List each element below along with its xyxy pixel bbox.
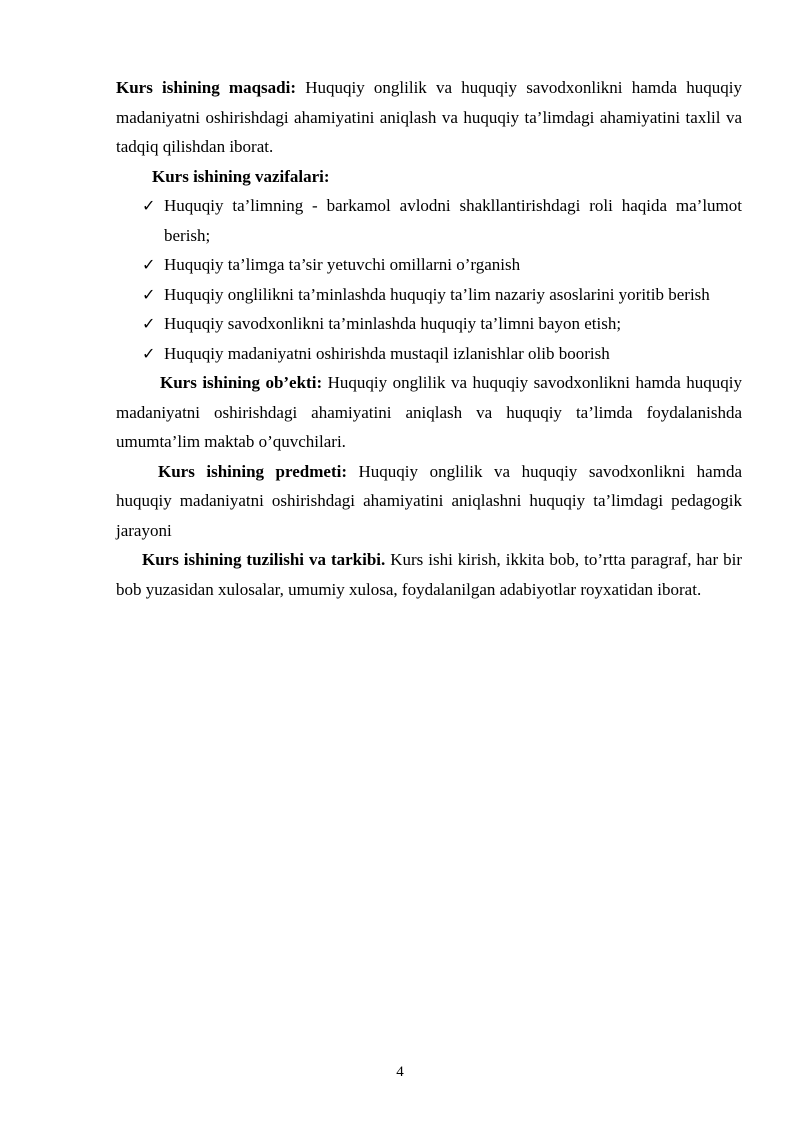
tuzilish-label: Kurs ishining tuzilishi va tarkibi. [142, 550, 386, 569]
tuzilish-text: Kurs ishi kirish, ikkita bob, to’rtta paragraf, har bir bob yuzasidan xulosalar, umumiy xulosa, foydalanilgan adabiyotlar royxatidan iborat. [116, 550, 742, 599]
vazifalar-list [116, 191, 742, 368]
predmet-label: Kurs ishining predmeti: [158, 461, 347, 481]
vazifalar-heading [116, 162, 742, 192]
list-item-text: Huquqiy onglilikni ta’minlashda huquqiy ta’lim nazariy asoslarini yoritib berish [164, 284, 710, 304]
list-item [116, 280, 742, 310]
list-item-text: Huquqiy savodxonlikni ta’minlashda huquqiy ta’limni bayon etish; [164, 314, 622, 333]
check-mark-icon: ✓ [142, 196, 156, 215]
list-item-text: Huquqiy ta’limga ta’sir yetuvchi omillarni o’rganish [164, 255, 521, 274]
predmet-text: Huquqiy onglilik va huquqiy savodxonlikni hamda huquqiy madaniyatni oshirishdagi ahamiyatini aniqlashni huquqiy ta’limdagi pedagogik jarayoni [116, 461, 742, 540]
check-mark-icon: ✓ [142, 314, 156, 333]
check-mark-icon: ✓ [142, 255, 156, 274]
document-page [116, 73, 742, 604]
obekt-text: Huquqiy onglilik va huquqiy savodxonlikni hamda huquqiy madaniyatni oshirishdagi ahamiyatini aniqlash va huquqiy ta’limda foydalanishda umumta’lim maktab o’quvchilari. [116, 373, 742, 451]
predmet-paragraph [116, 457, 742, 546]
list-item-text: Huquqiy madaniyatni oshirishda mustaqil izlanishlar olib boorish [164, 343, 610, 363]
obekt-paragraph [116, 368, 742, 457]
maqsad-label: Kurs ishining maqsadi: [116, 78, 296, 97]
maqsad-paragraph [116, 73, 742, 162]
check-mark-icon: ✓ [142, 284, 156, 304]
list-item [116, 339, 742, 369]
obekt-label: Kurs ishining ob’ekti: [160, 373, 323, 392]
list-item [116, 250, 742, 280]
maqsad-text: Huquqiy onglilik va huquqiy savodxonlikni hamda huquqiy madaniyatni oshirishdagi ahamiyatini aniqlash va huquqiy ta’limdagi ahamiyatini taxlil va tadqiq qilishdan iborat. [116, 78, 742, 156]
list-item [116, 309, 742, 339]
vazifalar-label: Kurs ishining vazifalari: [152, 166, 330, 186]
tuzilish-paragraph [116, 545, 742, 604]
check-mark-icon: ✓ [142, 343, 156, 363]
list-item [116, 191, 742, 250]
list-item-text: Huquqiy ta’limning - barkamol avlodni shakllantirishdagi roli haqida ma’lumot berish; [164, 196, 742, 245]
page-number: 4 [396, 1064, 404, 1080]
